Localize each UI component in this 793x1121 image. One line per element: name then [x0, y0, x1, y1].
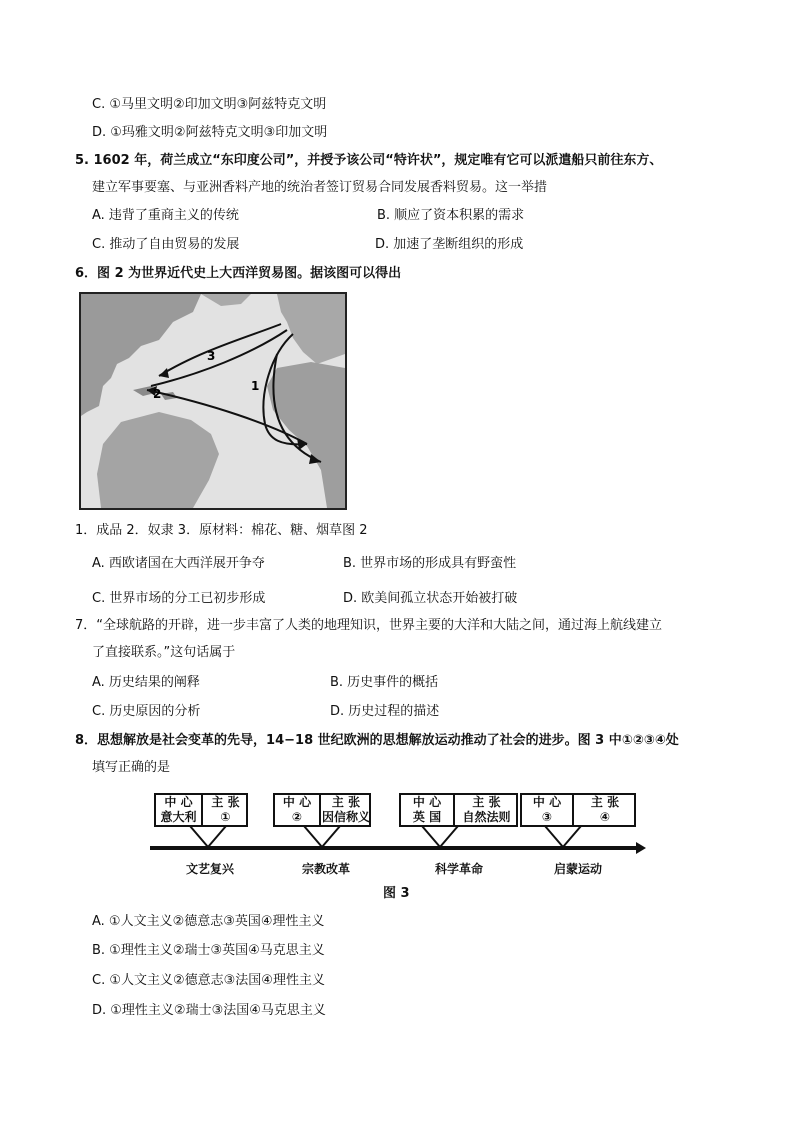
q7-stem-line1: 7．“全球航路的开辟，进一步丰富了人类的地理知识，世界主要的大洋和大陆之间，通过海上航线建立 — [75, 618, 663, 633]
claim-cell: 主 张 ① — [201, 795, 248, 825]
q5-option-b: B. 顺应了资本积累的需求 — [377, 208, 525, 223]
q8-option-c: C. ①人文主义②德意志③法国④理性主义 — [92, 973, 325, 988]
q5-option-c: C. 推动了自由贸易的发展 — [92, 237, 240, 252]
era-label-scientific-revolution: 科学革命 — [435, 862, 484, 876]
q4-option-c: C. ①马里文明②印加文明③阿兹特克文明 — [92, 97, 327, 112]
q7-option-c: C. 历史原因的分析 — [92, 704, 201, 719]
figure3-caption: 图 3 — [383, 886, 410, 901]
q8-option-a: A. ①人文主义②德意志③英国④理性主义 — [92, 914, 325, 929]
q8-stem-line2: 填写正确的是 — [92, 760, 171, 775]
claim-cell: 主 张 自然法则 — [453, 795, 518, 825]
q6-stem: 6．图 2 为世界近代史上大西洋贸易图。据该图可以得出 — [75, 266, 402, 281]
center-cell: 中 心 意大利 — [160, 795, 197, 824]
q7-option-b: B. 历史事件的概括 — [330, 675, 439, 690]
q7-stem-line2: 了直接联系。”这句话属于 — [92, 645, 236, 660]
q6-option-b: B. 世界市场的形成具有野蛮性 — [343, 556, 517, 571]
era-label-enlightenment: 启蒙运动 — [554, 862, 603, 876]
map-label-1: 1 — [251, 379, 260, 393]
q8-stem-line1: 8．思想解放是社会变革的先导，14−18 世纪欧洲的思想解放运动推动了社会的进步。图 3 中①②③④处 — [75, 733, 679, 748]
q6-option-c: C. 世界市场的分工已初步形成 — [92, 591, 266, 606]
q5-option-a: A. 违背了重商主义的传统 — [92, 208, 239, 223]
timeline-arrowhead — [636, 842, 646, 854]
center-cell: 中 心 英 国 — [412, 795, 442, 824]
map-label-3: 3 — [207, 349, 216, 363]
q7-option-d: D. 历史过程的描述 — [330, 704, 440, 719]
q5-stem-line1: 5. 1602 年，荷兰成立“东印度公司”，并授予该公司“特许状”，规定唯有它可以派遣船只前往东方、 — [75, 153, 663, 168]
center-cell: 中 心 ② — [282, 795, 312, 824]
claim-cell: 主 张 因信称义 — [319, 795, 371, 825]
q8-option-d: D. ①理性主义②瑞士③法国④马克思主义 — [92, 1003, 326, 1018]
center-cell: 中 心 ③ — [532, 795, 562, 824]
q5-stem-line2: 建立军事要塞、与亚洲香料产地的统治者签订贸易合同发展香料贸易。这一举措 — [92, 180, 548, 195]
timeline-axis — [150, 846, 638, 850]
q7-option-a: A. 历史结果的阐释 — [92, 675, 200, 690]
era-label-reformation: 宗教改革 — [302, 862, 351, 876]
era-label-renaissance: 文艺复兴 — [186, 862, 235, 876]
map-caption: 1．成品 2．奴隶 3．原材料：棉花、糖、烟草图 2 — [75, 523, 368, 538]
claim-cell: 主 张 ④ — [572, 795, 636, 825]
q6-option-a: A. 西欧诸国在大西洋展开争夺 — [92, 556, 265, 571]
q5-option-d: D. 加速了垄断组织的形成 — [375, 237, 524, 252]
q8-option-b: B. ①理性主义②瑞士③英国④马克思主义 — [92, 943, 325, 958]
q6-option-d: D. 欧美间孤立状态开始被打破 — [343, 591, 518, 606]
map-label-2: 2 — [153, 387, 162, 401]
q4-option-d: D. ①玛雅文明②阿兹特克文明③印加文明 — [92, 125, 328, 140]
